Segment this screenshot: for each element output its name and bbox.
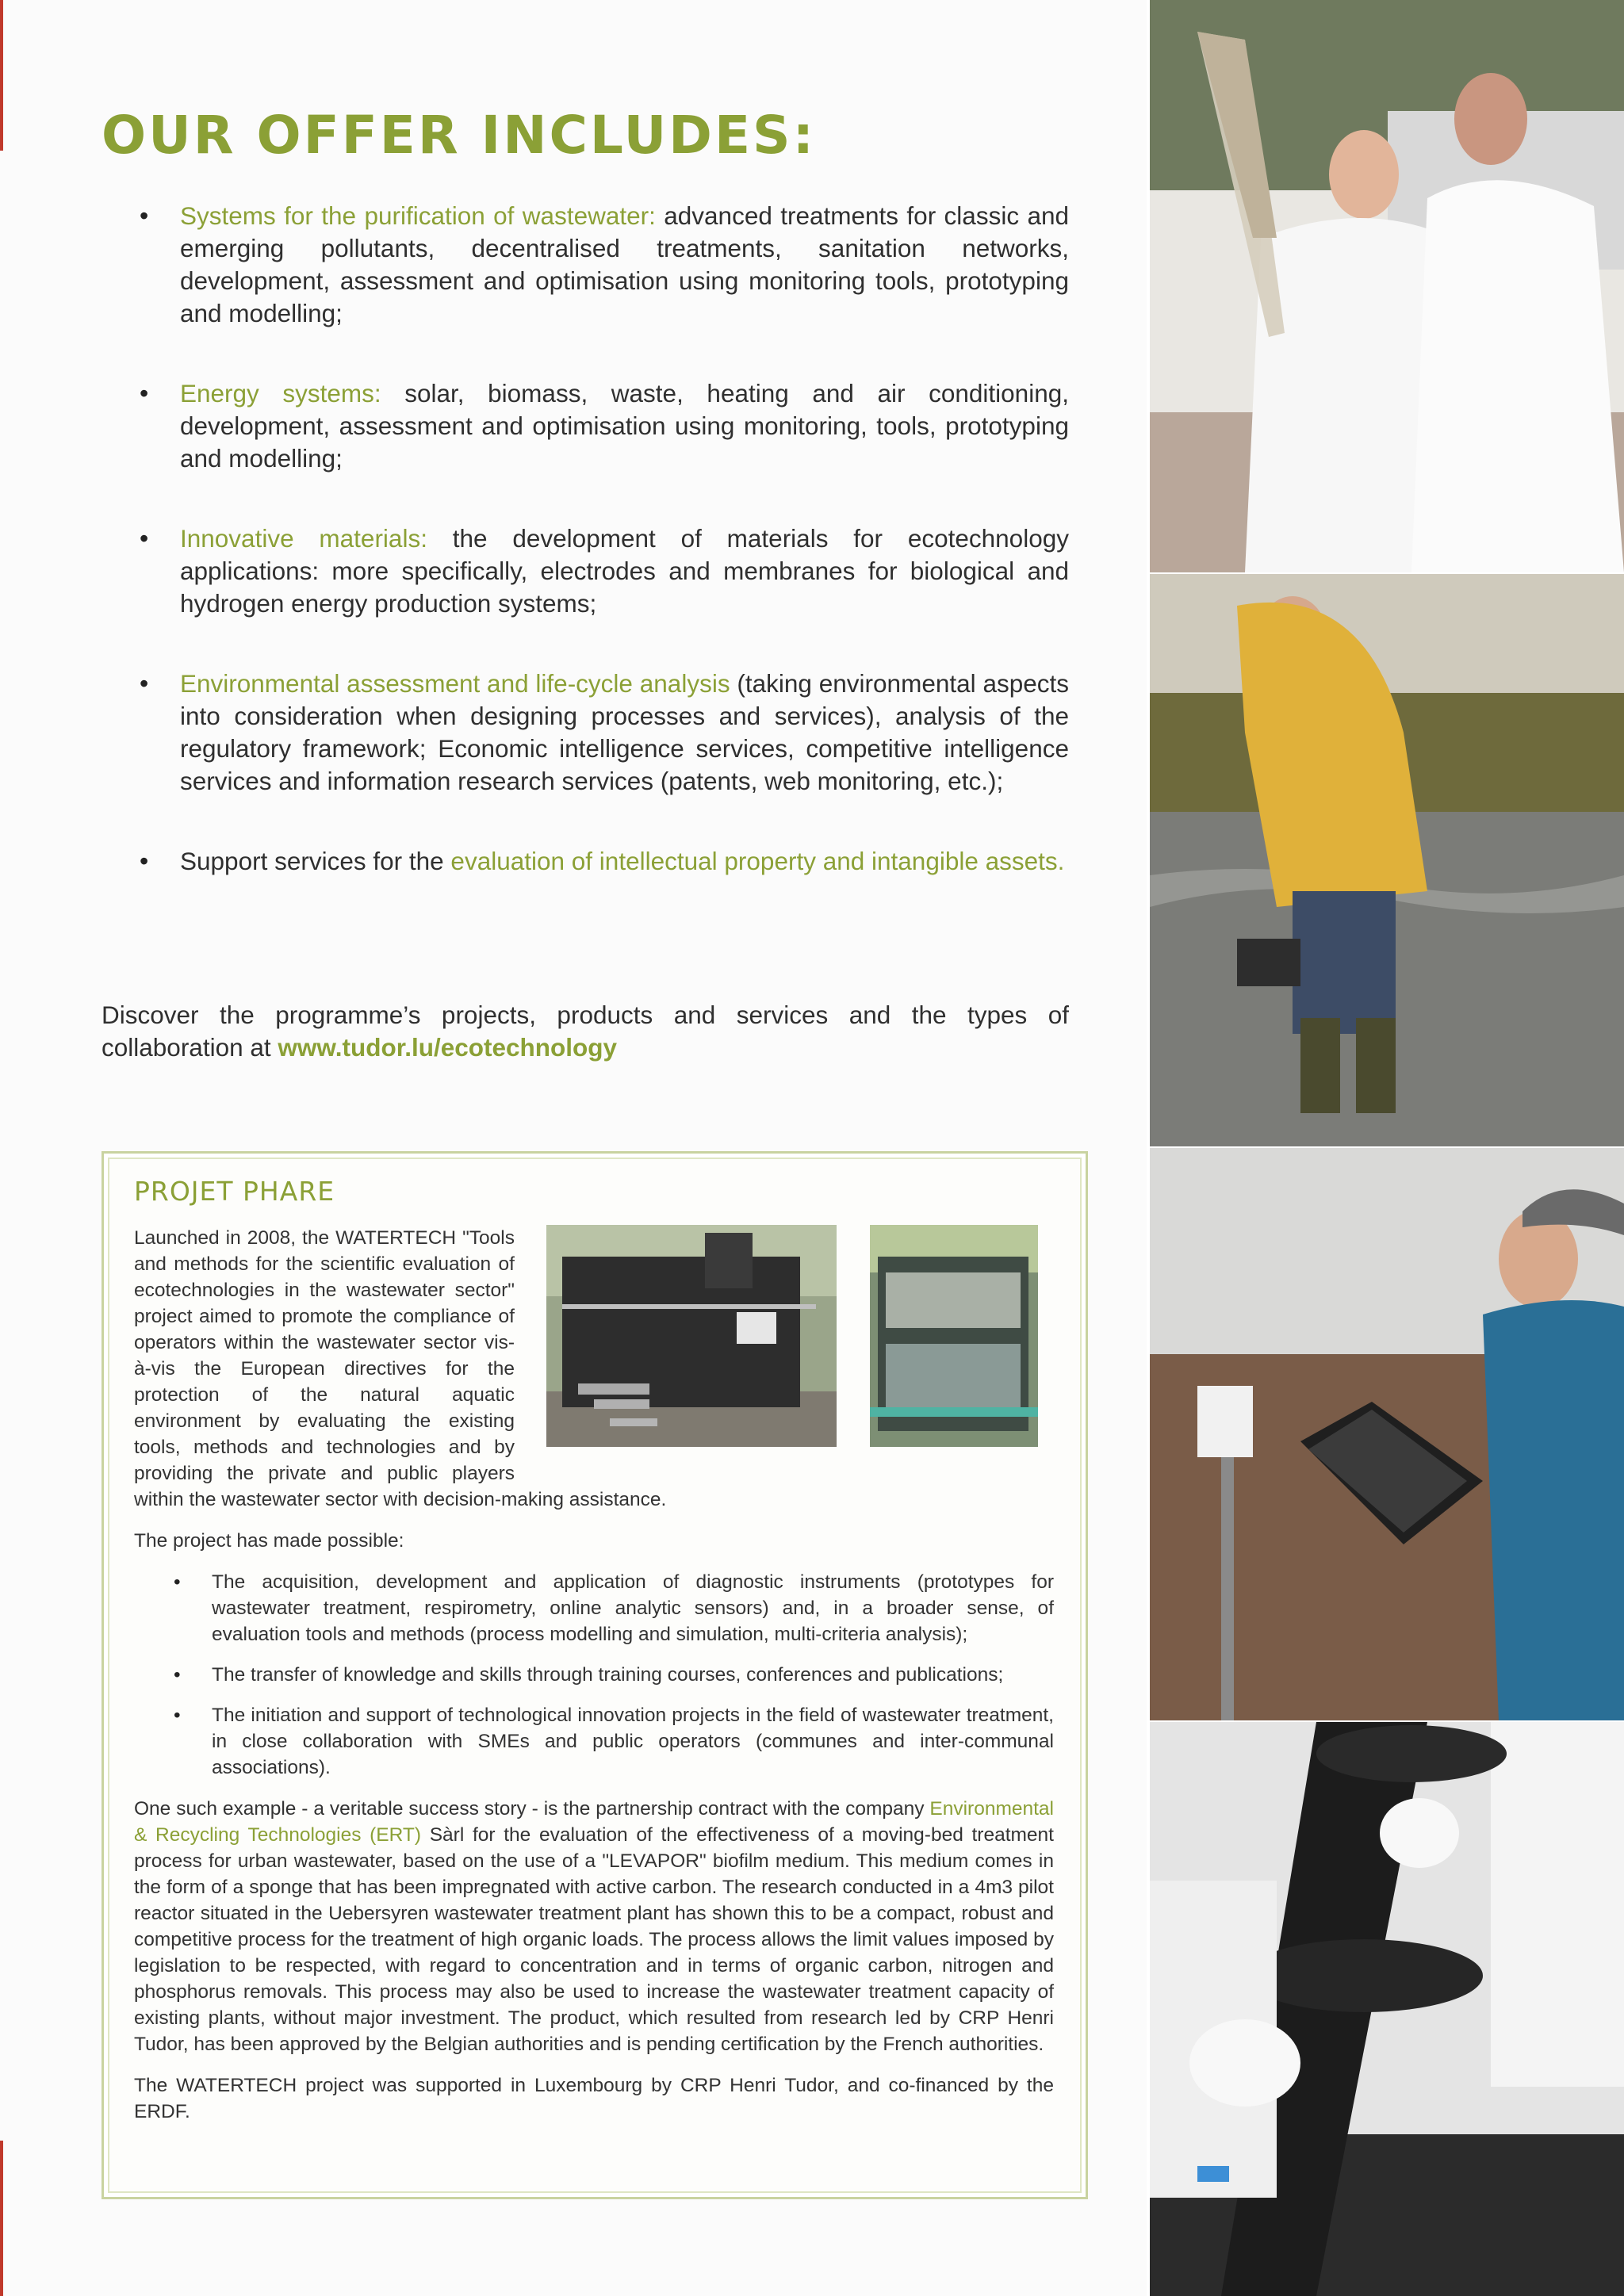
- offer-text: (taking environmental aspects into consideration when designing processes and services), analysis of the regulatory framework; Economic intelligence services, competitive intelligence services and information research services (patents, web monitoring, etc.);: [180, 669, 1069, 795]
- page-title: OUR OFFER INCLUDES:: [102, 105, 816, 166]
- list-item: • The transfer of knowledge and skills through training courses, conferences and publications;: [134, 1662, 1054, 1688]
- list-item: • The acquisition, development and application of diagnostic instruments (prototypes for wastewater treatment, respirometry, online analytic sensors) and, in a broader sense, of evaluation tools and methods (process modelling and simulation, multi-criteria analysis);: [134, 1569, 1054, 1647]
- discover-paragraph: [102, 999, 1069, 1064]
- photo-column: [1150, 0, 1624, 2296]
- offer-text: advanced treatments for classic and emerging pollutants, decentralised treatments, sanitation networks, development, assessment and optimisation using monitoring tools, prototyping and modelling;: [180, 201, 1070, 327]
- ecotechnology-link[interactable]: www.tudor.lu/ecotechnology: [278, 1033, 618, 1062]
- reactor-tank-photo: [870, 1225, 1038, 1447]
- offer-item-assessment: [102, 668, 1069, 798]
- offer-text: solar, biomass, waste, heating and air conditioning, development, assessment and optimisation using monitoring, tools, prototyping and modelling;: [180, 379, 1069, 473]
- offer-highlight: Innovative materials:: [180, 524, 427, 553]
- pilot-plant-photos: [546, 1225, 1054, 1455]
- offer-text: Support services for the: [180, 847, 451, 875]
- projet-outcomes-list: [134, 1569, 1054, 1781]
- offer-text: the development of materials for ecotechnology applications: more specifically, electrodes and membranes for biological and hydrogen energy production systems;: [180, 524, 1069, 618]
- projet-phare-body: [134, 1225, 1054, 2140]
- edge-marker-bottom: [0, 2141, 3, 2296]
- example-text: One such example - a veritable success story - is the partnership contract with the company: [134, 1798, 930, 1820]
- lab-scientists-photo: [1150, 0, 1624, 572]
- edge-marker-top: [0, 0, 3, 151]
- projet-phare-title: PROJET PHARE: [134, 1176, 335, 1207]
- reactor-column-photo: [1150, 1722, 1624, 2296]
- projet-example: [134, 1796, 1054, 2057]
- offer-highlight: evaluation of intellectual property and intangible assets.: [450, 847, 1065, 875]
- projet-possible-label: The project has made possible:: [134, 1530, 404, 1552]
- offer-highlight: Systems for the purification of wastewater:: [180, 201, 656, 230]
- offer-highlight: Environmental assessment and life-cycle analysis: [180, 669, 730, 698]
- projet-phare-box: [102, 1151, 1088, 2199]
- projet-intro: Launched in 2008, the WATERTECH "Tools and methods for the scientific evaluation of ecotechnologies in the wastewater sector" project aimed to promote the compliance of operators within the wastewater sector vis-à-vis the European directives for the protection of the natural aquatic environment by evaluating the existing tools, methods and technologies and by providing the private and public players within the wastewater sector with decision-making assistance.: [134, 1227, 667, 1510]
- field-laptop-photo: [1150, 1148, 1624, 1720]
- discover-text: Discover the programme’s projects, products and services and the types of collaboration at: [102, 1001, 1069, 1062]
- list-item: • The initiation and support of technological innovation projects in the field of wastewater treatment, in close collaboration with SMEs and public operators (communes and inter-communal associations).: [134, 1702, 1054, 1781]
- offer-list: [102, 200, 1069, 925]
- river-sampling-photo: [1150, 574, 1624, 1146]
- pilot-reactor-photo: [546, 1225, 837, 1447]
- projet-closing: The WATERTECH project was supported in Luxembourg by CRP Henri Tudor, and co-financed by the ERDF.: [134, 2075, 1054, 2122]
- offer-item-support: [102, 845, 1069, 878]
- offer-item-materials: [102, 522, 1069, 620]
- example-text: Sàrl for the evaluation of the effectiveness of a moving-bed treatment process for urban wastewater, based on the use of a "LEVAPOR" biofilm medium. This medium comes in the form of a sponge that has been impregnated with active carbon. The research conducted in a 4m3 pilot reactor situated in the Uebersyren wastewater treatment plant has shown this to be a compact, robust and competitive process for the treatment of high organic loads. The process allows the limit values imposed by legislation to be respected, with regard to concentration and in terms of organic carbon, nitrogen and phosphorus removals. This process may also be used to increase the wastewater treatment capacity of existing plants, without major investment. The product, which resulted from research led by CRP Henri Tudor, has been approved by the Belgian authorities and is pending certification by the French authorities.: [134, 1824, 1054, 2055]
- example-company: Environmental & Recycling Technologies (ERT): [134, 1798, 1054, 1846]
- offer-highlight: Energy systems:: [180, 379, 381, 408]
- offer-item-wastewater: [102, 200, 1069, 330]
- offer-item-energy: [102, 377, 1069, 475]
